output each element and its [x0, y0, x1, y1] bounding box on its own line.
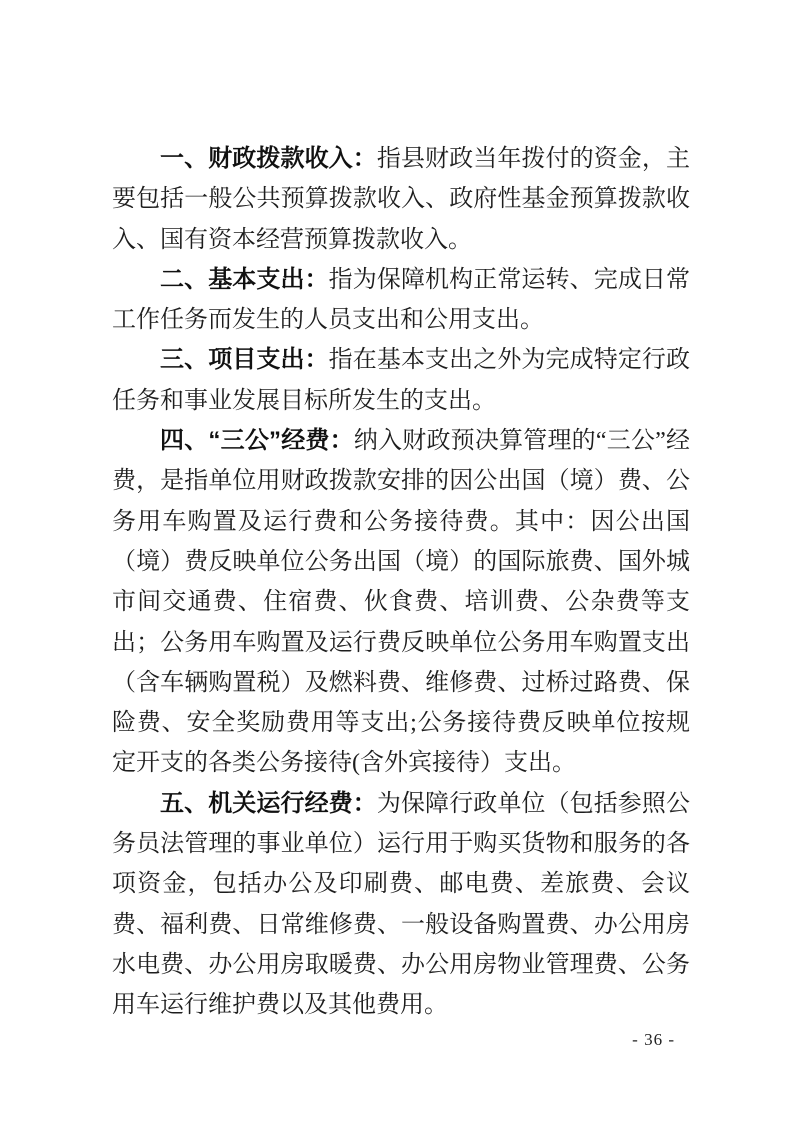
term-definition: 指县财政当年拨付的资金，主要包括一般公共预算拨款收入、政府性基金预算拨款收入、国有资本经营预算拨款收入。 — [112, 146, 691, 253]
term-definition: 纳入财政预决算管理的“三公”经费，是指单位用财政拨款安排的因公出国（境）费、公务用车购置及运行费和公务接待费。其中：因公出国（境）费反映单位公务出国（境）的国际旅费、国外城市间交通费、住宿费、伙食费、培训费、公杂费等支出；公务用车购置及运行费反映单位公务用车购置支出（含车辆购置税）及燃料费、维修费、过桥过路费、保险费、安全奖励费用等支出;公务接待费反映单位按规定开支的各类公务接待(含外宾接待）支出。 — [112, 428, 691, 777]
paragraph-three-public-funds — [112, 421, 690, 784]
paragraph-agency-operating-funds — [112, 784, 690, 1026]
term-heading: 二、基本支出： — [160, 265, 329, 293]
page-number: - 36 - — [632, 1030, 675, 1049]
paragraph-fiscal-appropriation-income — [112, 139, 690, 260]
paragraph-project-expenditure — [112, 340, 690, 421]
term-heading: 三、项目支出： — [160, 346, 329, 374]
paragraph-basic-expenditure — [112, 260, 690, 341]
term-heading: 四、“三公”经费： — [160, 427, 354, 455]
term-definition: 指在基本支出之外为完成特定行政任务和事业发展目标所发生的支出。 — [112, 347, 691, 414]
term-heading: 一、财政拨款收入： — [160, 145, 377, 172]
term-definition: 为保障行政单位（包括参照公务员法管理的事业单位）运行用于购买货物和服务的各项资金，包括办公及印刷费、邮电费、差旅费、会议费、福利费、日常维修费、一般设备购置费、办公用房水电费、办公用房取暖费、办公用房物业管理费、公务用车运行维护费以及其他费用。 — [112, 790, 691, 1019]
document-body — [112, 139, 690, 1026]
term-heading: 五、机关运行经费： — [160, 789, 377, 817]
term-definition: 指为保障机构正常运转、完成日常工作任务而发生的人员支出和公用支出。 — [112, 266, 691, 334]
